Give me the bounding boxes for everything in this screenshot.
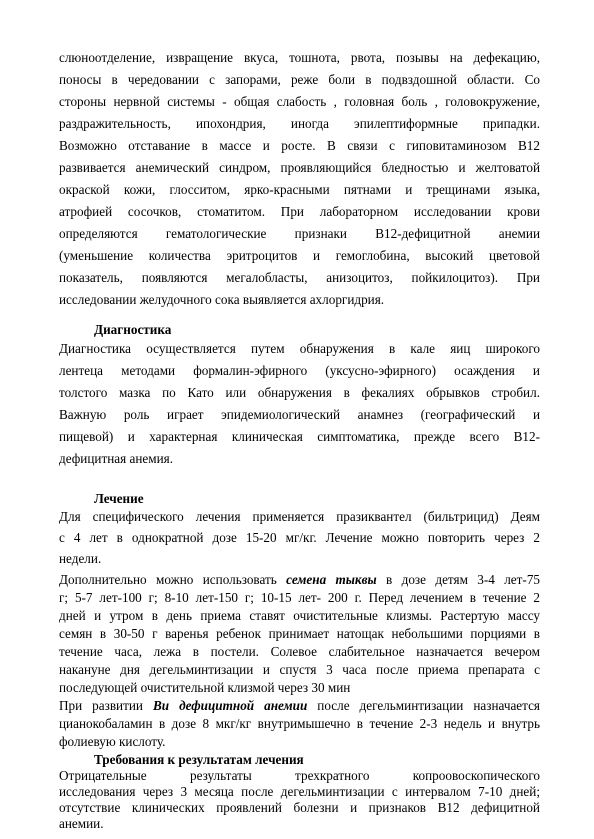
text-line: Для специфического лечения применяется празиквантел (бильтрицид) Деям <box>59 509 540 524</box>
text-line: анемии. <box>59 816 104 831</box>
text-line: семян в 30-50 г варенья ребенок принимает натощак небольшими порциями в <box>59 626 540 641</box>
text-line: лентеца методами формалин-эфирного (уксусно-эфирного) осаждения и <box>59 363 540 378</box>
section-heading-treatment: Лечение <box>94 491 144 506</box>
text-line: фолиевую кислоту. <box>59 734 166 749</box>
text-line-anemia <box>59 698 540 714</box>
text-line: стороны нервной системы - общая слабость , головная боль , головокружение, <box>59 94 540 109</box>
text-line: отсутствие клинических проявлений болезни и признаков В12 дефицитной <box>59 800 540 815</box>
text-line: с 4 лет в однократной дозе 15-20 мг/кг. Лечение можно повторить через 2 <box>59 530 540 545</box>
text-line: определяются гематологические признаки В12-дефицитной анемии <box>59 226 540 241</box>
emphasis-pumpkin-seeds: семена тыквы <box>286 572 377 587</box>
text-line: течение часа, лежа в постели. Солевое слабительное назначается вечером <box>59 644 540 659</box>
text-line: недели. <box>59 551 102 566</box>
text-line-pumpkin-seeds <box>59 572 540 588</box>
text-line: цианокобаламин в дозе 8 мкг/кг внутримышечно в течение 2-3 недель и внутрь <box>59 716 540 731</box>
text-line: окраской кожи, глосситом, ярко-красными пятнами и трещинами языка, <box>59 182 540 197</box>
text-line: исследования через 3 месяца после дегельминтизации с интервалом 7-10 дней; <box>59 784 540 799</box>
text-line: пищевой) и характерная клиническая симптоматика, прежде всего В12- <box>59 429 540 444</box>
text-line: дней и утром в день приема ставят очистительные клизмы. Растертую массу <box>59 608 540 623</box>
text-span: после дегельминтизации назначается <box>307 698 541 713</box>
emphasis-anemia: Ви дефицитной анемии <box>153 698 308 713</box>
text-line: накануне дня дегельминтизации и спустя 3 часа после приема препарата с <box>59 662 540 677</box>
text-line: раздражительность, ипохондрия, иногда эпилептиформные припадки. <box>59 116 540 131</box>
text-line: толстого мазка по Като или обнаружения в фекалиях обрывков стробил. <box>59 385 540 400</box>
text-line: дефицитная анемия. <box>59 451 174 466</box>
section-heading-diagnostics: Диагностика <box>94 322 172 337</box>
text-line: поносы в чередовании с запорами, реже боли в подвздошной области. Со <box>59 72 540 87</box>
text-line: Диагностика осуществляется путем обнаружения в кале яиц широкого <box>59 341 540 356</box>
text-line: (уменьшение количества эритроцитов и гемоглобина, высокий цветовой <box>59 248 540 263</box>
text-line: исследовании желудочного сока выявляется ахлоргидрия. <box>59 292 385 307</box>
text-line: Отрицательные результаты трехкратного копроовоскопического <box>59 768 540 783</box>
text-line: последующей очистительной клизмой через 30 мин <box>59 680 351 695</box>
text-span: Дополнительно можно использовать <box>59 572 287 587</box>
text-line: атрофией сосочков, стоматитом. При лабораторном исследовании крови <box>59 204 540 219</box>
text-line: Важную роль играет эпидемиологический анамнез (географический и <box>59 407 540 422</box>
text-line: показатель, появляются мегалобласты, анизоцитоз, пойкилоцитоз). При <box>59 270 540 285</box>
text-line: Возможно отставание в массе и росте. В связи с гиповитаминозом В12 <box>59 138 540 153</box>
text-line: слюноотделение, извращение вкуса, тошнота, рвота, позывы на дефекацию, <box>59 50 540 65</box>
text-span: в дозе детям 3-4 лет-75 <box>376 572 541 587</box>
text-line: развивается анемический синдром, проявляющийся бледностью и желтоватой <box>59 160 540 175</box>
text-line: г; 5-7 лет-100 г; 8-10 лет-150 г; 10-15 лет- 200 г. Перед лечением в течение 2 <box>59 590 540 605</box>
text-span: При развитии <box>59 698 153 713</box>
section-heading-requirements: Требования к результатам лечения <box>94 752 304 767</box>
